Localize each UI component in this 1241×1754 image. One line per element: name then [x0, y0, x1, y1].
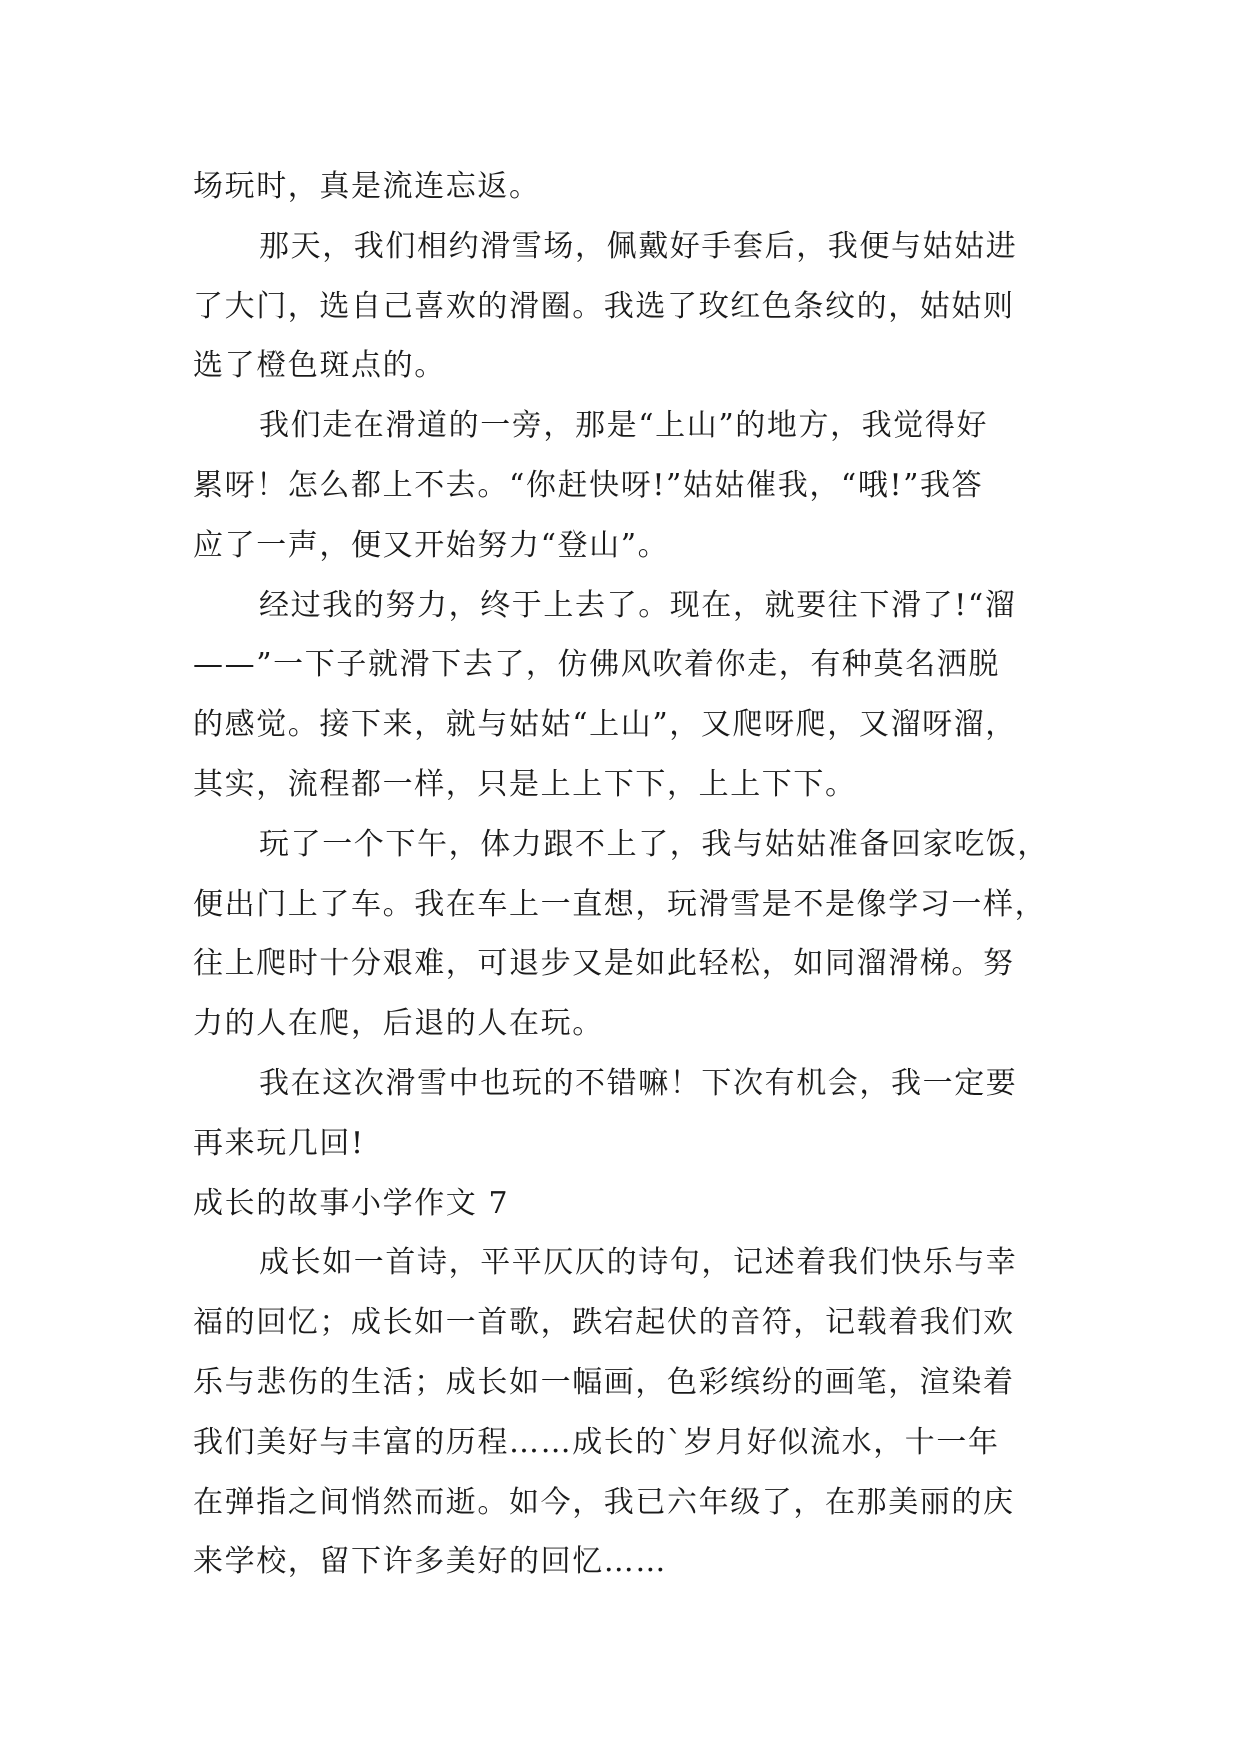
paragraph-first-line: 成长如一首诗，平平仄仄的诗句，记述着我们快乐与幸 — [259, 1245, 1018, 1281]
text-line: 在弹指之间悄然而逝。如今，我已六年级了，在那美丽的庆 — [193, 1484, 1015, 1520]
paragraph-first-line: 玩了一个下午，体力跟不上了，我与姑姑准备回家吃饭， — [259, 826, 1049, 862]
text-line: 了大门，选自己喜欢的滑圈。我选了玫红色条纹的，姑姑则 — [193, 288, 1015, 324]
text-line: 累呀！怎么都上不去。“你赶快呀!”姑姑催我，“哦!”我答 — [193, 467, 984, 503]
text-line: 的感觉。接下来，就与姑姑“上山”，又爬呀爬，又溜呀溜， — [193, 707, 1017, 743]
text-line: ——”一下子就滑下去了，仿佛风吹着你走，有种莫名洒脱 — [193, 647, 1000, 683]
text-line: 便出门上了车。我在车上一直想，玩滑雪是不是像学习一样， — [193, 886, 1047, 922]
text-line: 应了一声，便又开始努力“登山”。 — [193, 527, 670, 563]
text-line: 来学校，留下许多美好的回忆…… — [193, 1544, 667, 1580]
text-line: 其实，流程都一样，只是上上下下，上上下下。 — [193, 766, 857, 802]
paragraph-first-line: 我们走在滑道的一旁，那是“上山”的地方，我觉得好 — [259, 408, 989, 444]
text-line: 再来玩几回! — [193, 1125, 365, 1161]
text-line: 力的人在爬，后退的人在玩。 — [193, 1006, 604, 1042]
text-line: 我们美好与丰富的历程……成长的`岁月好似流水，十一年 — [193, 1424, 1000, 1460]
text-line: 选了橙色斑点的。 — [193, 348, 446, 384]
text-line: 成长的故事小学作文 7 — [193, 1185, 510, 1221]
text-line: 乐与悲伤的生活；成长如一幅画，色彩缤纷的画笔，渲染着 — [193, 1364, 1015, 1400]
text-line: 福的回忆；成长如一首歌，跌宕起伏的音符，记载着我们欢 — [193, 1305, 1015, 1341]
text-line: 往上爬时十分艰难，可退步又是如此轻松，如同溜滑梯。努 — [193, 946, 1015, 982]
paragraph-first-line: 我在这次滑雪中也玩的不错嘛！下次有机会，我一定要 — [259, 1065, 1018, 1101]
text-line: 场玩时，真是流连忘返。 — [193, 169, 541, 204]
paragraph-first-line: 那天，我们相约滑雪场，佩戴好手套后，我便与姑姑进 — [259, 228, 1018, 264]
document-body — [193, 157, 1061, 1592]
paragraph-first-line: 经过我的努力，终于上去了。现在，就要往下滑了!“溜 — [259, 587, 1017, 623]
